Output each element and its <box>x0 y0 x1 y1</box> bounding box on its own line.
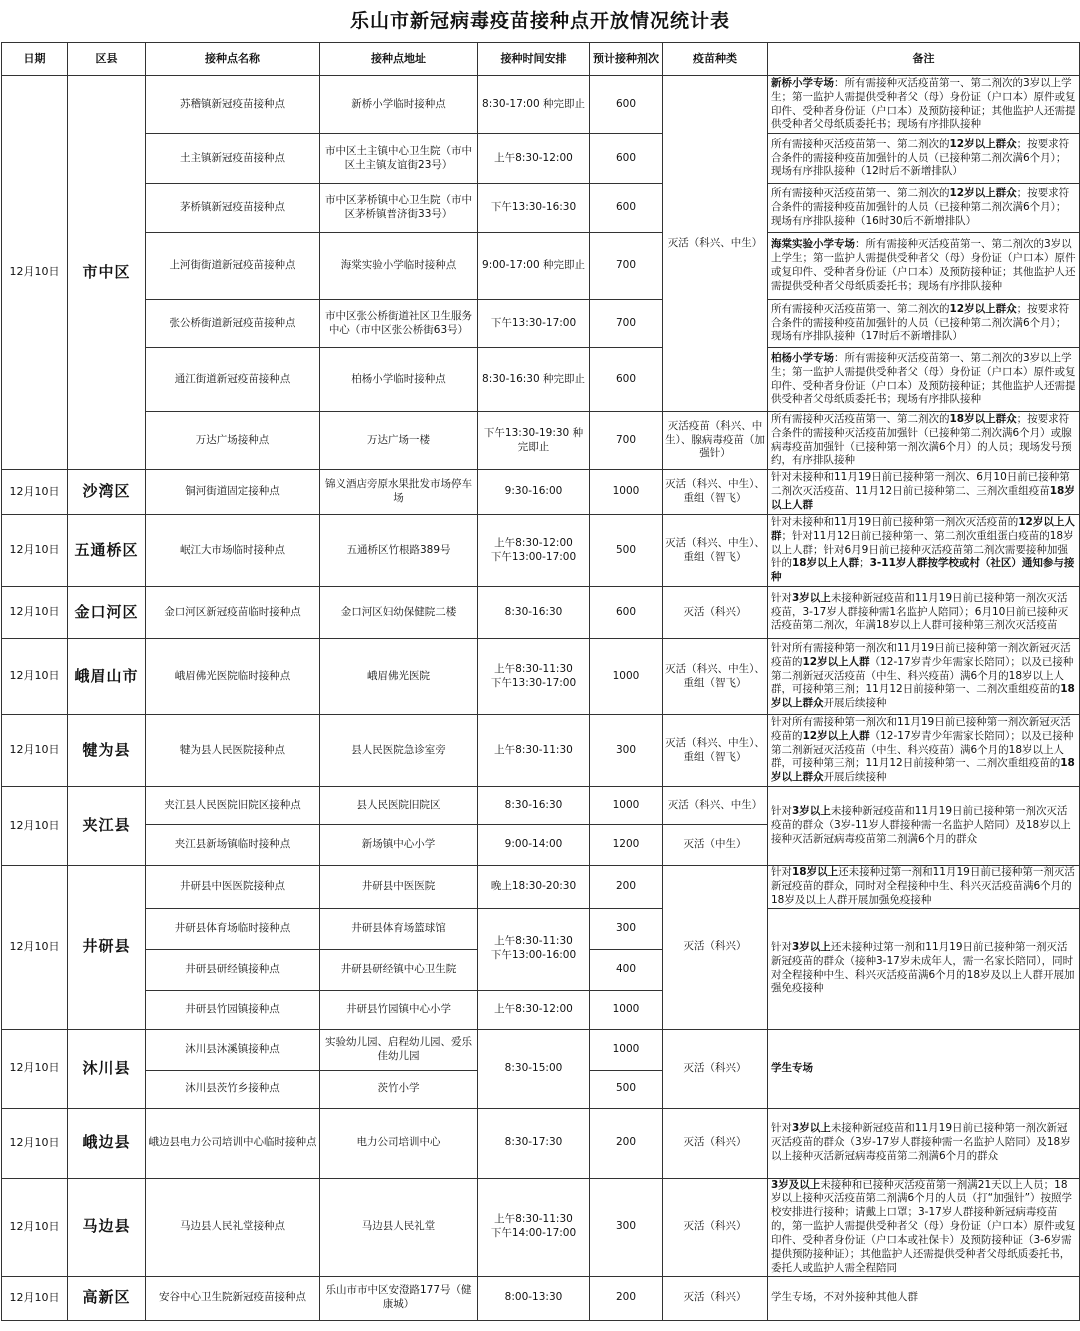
note-emphasis: 3岁以上 <box>792 940 831 953</box>
table-row <box>2 76 1080 134</box>
site-name: 夹江县人民医院旧院区接种点 <box>146 787 320 825</box>
table-row <box>2 1029 1080 1070</box>
site-time: 上午8:30-12:00 <box>478 990 590 1029</box>
note-text: 针对 <box>771 866 792 878</box>
site-address: 茨竹小学 <box>320 1070 478 1108</box>
site-name: 铜河街道固定接种点 <box>146 470 320 515</box>
note-text: 针对所有需接种第一剂次和11月19日前已接种第一剂次新冠灭活疫苗的 <box>771 641 1071 668</box>
district-cell: 犍为县 <box>68 715 146 787</box>
vaccine-type: 灭活（科兴、中生） <box>663 787 768 825</box>
note-emphasis: 海棠实验小学专场 <box>771 238 855 251</box>
site-time: 9:30-16:00 <box>478 470 590 515</box>
table-row <box>2 639 1080 715</box>
district-cell: 五通桥区 <box>68 515 146 587</box>
vaccination-table <box>1 42 1080 1321</box>
site-doses: 300 <box>590 1178 663 1276</box>
site-note <box>768 184 1080 233</box>
district-cell: 夹江县 <box>68 787 146 866</box>
site-note <box>768 1108 1080 1178</box>
site-name: 苏稽镇新冠疫苗接种点 <box>146 76 320 134</box>
note-text: 针对 <box>771 805 792 818</box>
site-doses: 700 <box>590 300 663 348</box>
site-address: 海棠实验小学临时接种点 <box>320 233 478 300</box>
district-cell: 金口河区 <box>68 587 146 639</box>
district-cell: 沐川县 <box>68 1029 146 1108</box>
note-text: 还未接种过第一剂和11月19日前已接种第一剂灭活新冠疫苗的群众，同时对全程接种中生、科兴灭活疫苗满6个月的18岁及以上人群开展加强免疫接种 <box>771 866 1075 906</box>
note-text: ；按要求符合条件的需接种疫苗加强针的人员（已接种第二剂次满6个月）；现场有序排队接种（17时后不新增排队） <box>771 302 1070 343</box>
site-address: 金口河区妇幼保健院二楼 <box>320 587 478 639</box>
site-time: 下午13:30-17:00 <box>478 300 590 348</box>
site-address: 五通桥区竹根路389号 <box>320 515 478 587</box>
site-address: 电力公司培训中心 <box>320 1108 478 1178</box>
table-row <box>2 134 1080 184</box>
note-text: ：所有需接种灭活疫苗第一、第二剂次的3岁以上学生；第一监护人需提供受种者父（母）身份证（户口本）原件或复印件、受种者身份证（户口本）及预防接种证；其他监护人还需提供受种者父母纸质委托书；现场有序排队接种 <box>771 351 1076 406</box>
note-text: 学生专场，不对外接种其他人群 <box>771 1291 918 1304</box>
note-emphasis: 3-11岁人群按学校或村（社区）通知参与接种 <box>771 557 1075 584</box>
note-emphasis: 新桥小学专场 <box>771 76 834 89</box>
note-text: 所有需接种灭活疫苗第一、第二剂次的 <box>771 137 950 150</box>
site-name: 马边县人民礼堂接种点 <box>146 1178 320 1276</box>
note-text: ；按要求符合条件的需接种灭活疫苗加强针（已接种第二剂次满6个月）或腺病毒疫苗加强针（已接种第一剂次满6个月）的人员；现场发号预约，有序排队接种 <box>771 412 1072 467</box>
site-time: 8:30-17:30 <box>478 1108 590 1178</box>
site-address: 市中区土主镇中心卫生院（市中区土主镇友谊街23号） <box>320 134 478 184</box>
note-text: （12-17岁青少年需家长陪同）；以及已接种第二剂新冠灭活疫苗（中生、科兴疫苗）满6个月的18岁以上人群，可接种第三剂；11月12日前接种第一、二剂次重组疫苗的 <box>771 729 1074 770</box>
note-text: 针对未接种和11月19日前已接种第一剂次、6月10日前已接种第二剂次灭活疫苗、11月12日前已接种第二、三剂次重组疫苗 <box>771 471 1070 498</box>
district-cell: 井研县 <box>68 866 146 1030</box>
site-time: 9:00-14:00 <box>478 825 590 866</box>
table-row <box>2 1108 1080 1178</box>
note-text: 所有需接种灭活疫苗第一、第二剂次的 <box>771 187 950 200</box>
vaccine-type: 灭活（中生） <box>663 825 768 866</box>
site-time: 上午8:30-11:30 下午14:00-17:00 <box>478 1178 590 1276</box>
note-text: 所有需接种灭活疫苗第一、第二剂次的 <box>771 302 950 315</box>
site-note <box>768 76 1080 134</box>
date-cell: 12月10日 <box>2 1276 68 1320</box>
site-note <box>768 1276 1080 1320</box>
site-time: 8:30-16:30 <box>478 787 590 825</box>
note-text: 开展后续接种 <box>823 697 887 710</box>
table-row <box>2 184 1080 233</box>
site-doses: 1000 <box>590 787 663 825</box>
note-emphasis: 3岁以上 <box>792 591 831 604</box>
header-address: 接种点地址 <box>320 43 478 76</box>
header-row <box>2 43 1080 76</box>
note-text: 未接种新冠疫苗和11月19日前已接种第一剂次新冠灭活疫苗的群众（3岁-17岁人群接种需一名监护人陪同）及18岁以上接种灭活新冠病毒疫苗第二剂满6个月的群众 <box>771 1122 1071 1162</box>
site-note <box>768 1029 1080 1108</box>
vaccine-type: 灭活（科兴、中生） <box>663 76 768 412</box>
header-doses: 预计接种剂次 <box>590 43 663 76</box>
header-time: 接种时间安排 <box>478 43 590 76</box>
district-cell: 峨边县 <box>68 1108 146 1178</box>
site-doses: 300 <box>590 715 663 787</box>
site-address: 县人民医院急诊室旁 <box>320 715 478 787</box>
site-note <box>768 715 1080 787</box>
table-row <box>2 787 1080 825</box>
site-note <box>768 639 1080 715</box>
site-address: 柏杨小学临时接种点 <box>320 348 478 412</box>
note-emphasis: 12岁以上人群 <box>771 515 1075 542</box>
site-time: 上午8:30-11:30 下午13:00-16:00 <box>478 908 590 990</box>
note-emphasis: 18岁以上 <box>792 866 839 878</box>
note-emphasis: 12岁以上群众 <box>949 137 1017 150</box>
note-text: 针对 <box>771 591 792 604</box>
site-time: 上午8:30-11:30 <box>478 715 590 787</box>
site-name: 井研县中医医院接种点 <box>146 866 320 909</box>
district-cell: 沙湾区 <box>68 470 146 515</box>
header-date: 日期 <box>2 43 68 76</box>
site-doses: 1200 <box>590 825 663 866</box>
district-cell: 高新区 <box>68 1276 146 1320</box>
note-emphasis: 18岁以上群众 <box>771 683 1075 710</box>
vaccine-type: 灭活（科兴） <box>663 1029 768 1108</box>
site-doses: 600 <box>590 76 663 134</box>
site-note <box>768 866 1080 909</box>
note-text: ；针对11月12日前已接种第一、第二剂次重组蛋白疫苗的18岁以上人群；针对6月9日前已接种灭活疫苗第二剂次需要接种加强针的 <box>771 529 1074 570</box>
site-name: 峨眉佛光医院临时接种点 <box>146 639 320 715</box>
note-text: 还未接种过第一剂和11月19日前已接种第一剂灭活新冠疫苗的群众（接种3-17岁未成年人，需一名家长陪同），同时对全程接种中生、科兴灭活疫苗满6个月的18岁及以上人群开展加强免疫接种 <box>771 940 1075 995</box>
note-text: 所有需接种灭活疫苗第一、第二剂次的 <box>771 412 950 425</box>
note-text: 针对 <box>771 940 792 953</box>
site-time: 下午13:30-16:30 <box>478 184 590 233</box>
site-name: 夹江县新场镇临时接种点 <box>146 825 320 866</box>
site-doses: 1000 <box>590 990 663 1029</box>
site-name: 沐川县茨竹乡接种点 <box>146 1070 320 1108</box>
date-cell: 12月10日 <box>2 76 68 470</box>
site-time: 8:30-15:00 <box>478 1029 590 1108</box>
vaccine-type: 灭活（科兴） <box>663 1108 768 1178</box>
site-time: 上午8:30-12:00 下午13:00-17:00 <box>478 515 590 587</box>
site-time: 下午13:30-19:30 种完即止 <box>478 412 590 470</box>
date-cell: 12月10日 <box>2 1108 68 1178</box>
site-name: 通江街道新冠疫苗接种点 <box>146 348 320 412</box>
site-time: 9:00-17:00 种完即止 <box>478 233 590 300</box>
note-emphasis: 柏杨小学专场 <box>771 351 834 364</box>
vaccine-type: 灭活（科兴） <box>663 1276 768 1320</box>
note-text: ；按要求符合条件的需接种疫苗加强针的人员（已接种第二剂次满6个月）；现场有序排队接种（12时后不新增排队） <box>771 137 1070 178</box>
site-name: 金口河区新冠疫苗临时接种点 <box>146 587 320 639</box>
site-note <box>768 908 1080 1029</box>
vaccine-type: 灭活（科兴） <box>663 866 768 1030</box>
note-emphasis: 12岁以上群众 <box>949 302 1017 315</box>
site-doses: 600 <box>590 184 663 233</box>
date-cell: 12月10日 <box>2 715 68 787</box>
table-row <box>2 908 1080 949</box>
note-text: 开展后续接种 <box>823 771 887 784</box>
header-site-name: 接种点名称 <box>146 43 320 76</box>
site-name: 茅桥镇新冠疫苗接种点 <box>146 184 320 233</box>
vaccine-type: 灭活（科兴） <box>663 587 768 639</box>
vaccine-type: 灭活疫苗（科兴、中生）、腺病毒疫苗（加强针） <box>663 412 768 470</box>
site-doses: 200 <box>590 1108 663 1178</box>
vaccine-type: 灭活（科兴、中生）、重组（智飞） <box>663 470 768 515</box>
site-time: 8:00-13:30 <box>478 1276 590 1320</box>
site-note <box>768 515 1080 587</box>
site-doses: 1000 <box>590 1029 663 1070</box>
site-address: 井研县中医医院 <box>320 866 478 909</box>
date-cell: 12月10日 <box>2 587 68 639</box>
table-row <box>2 412 1080 470</box>
site-doses: 500 <box>590 515 663 587</box>
note-emphasis: 18岁以上群众 <box>771 757 1075 784</box>
site-address: 井研县研经镇中心卫生院 <box>320 949 478 990</box>
site-note <box>768 587 1080 639</box>
site-name: 井研县体育场临时接种点 <box>146 908 320 949</box>
note-emphasis: 18岁以上群众 <box>949 412 1017 425</box>
header-vaccine: 疫苗种类 <box>663 43 768 76</box>
table-row <box>2 587 1080 639</box>
site-time: 8:30-16:30 种完即止 <box>478 348 590 412</box>
site-address: 新场镇中心小学 <box>320 825 478 866</box>
vaccine-type: 灭活（科兴） <box>663 1178 768 1276</box>
district-cell: 峨眉山市 <box>68 639 146 715</box>
district-cell: 市中区 <box>68 76 146 470</box>
note-emphasis: 12岁以上人群 <box>802 729 870 742</box>
date-cell: 12月10日 <box>2 787 68 866</box>
site-name: 岷江大市场临时接种点 <box>146 515 320 587</box>
site-name: 沐川县沐溪镇接种点 <box>146 1029 320 1070</box>
site-note <box>768 348 1080 412</box>
note-text: ：所有需接种灭活疫苗第一、第二剂次的3岁以上学生；第一监护人需提供受种者父（母）身份证（户口本）原件或复印件、受种者身份证（户口本）及预防接种证；其他监护人还需提供受种者父母纸质委托书；现场有序排队接种 <box>771 238 1076 292</box>
note-text: （12-17岁青少年需家长陪同）；以及已接种第二剂新冠灭活疫苗（中生、科兴疫苗）满6个月的18岁以上人群，可接种第三剂；11月12日前接种第一、二剂次重组疫苗的 <box>771 655 1074 696</box>
header-district: 区县 <box>68 43 146 76</box>
site-note <box>768 233 1080 300</box>
site-name: 万达广场接种点 <box>146 412 320 470</box>
site-time: 晚上18:30-20:30 <box>478 866 590 909</box>
note-text: 未接种新冠疫苗和11月19日前已接种第一剂次灭活疫苗，3-17岁人群接种需1名监护人陪同）；6月10日前已接种灭活疫苗第二剂次，年满18岁以上人群可接种第三剂次灭活疫苗 <box>771 591 1069 632</box>
site-time: 8:30-17:00 种完即止 <box>478 76 590 134</box>
vaccine-type: 灭活（科兴、中生）、重组（智飞） <box>663 715 768 787</box>
note-text: 针对所有需接种第一剂次和11月19日前已接种第一剂次新冠灭活疫苗的 <box>771 715 1071 742</box>
date-cell: 12月10日 <box>2 639 68 715</box>
site-address: 县人民医院旧院区 <box>320 787 478 825</box>
site-doses: 700 <box>590 233 663 300</box>
note-emphasis: 18岁以上人群 <box>792 557 860 570</box>
site-note <box>768 470 1080 515</box>
site-address: 实验幼儿园、启程幼儿园、爱乐佳幼儿园 <box>320 1029 478 1070</box>
note-emphasis: 12岁以上群众 <box>949 187 1017 200</box>
date-cell: 12月10日 <box>2 1178 68 1276</box>
table-row <box>2 470 1080 515</box>
site-time: 上午8:30-11:30 下午13:30-17:00 <box>478 639 590 715</box>
site-address: 峨眉佛光医院 <box>320 639 478 715</box>
site-name: 井研县竹园镇接种点 <box>146 990 320 1029</box>
site-doses: 700 <box>590 412 663 470</box>
site-name: 上河街街道新冠疫苗接种点 <box>146 233 320 300</box>
site-note <box>768 787 1080 866</box>
table-row <box>2 1276 1080 1320</box>
site-name: 张公桥街道新冠疫苗接种点 <box>146 300 320 348</box>
table-row <box>2 866 1080 909</box>
district-cell: 马边县 <box>68 1178 146 1276</box>
table-row <box>2 715 1080 787</box>
site-doses: 600 <box>590 134 663 184</box>
site-address: 新桥小学临时接种点 <box>320 76 478 134</box>
site-name: 土主镇新冠疫苗接种点 <box>146 134 320 184</box>
date-cell: 12月10日 <box>2 470 68 515</box>
site-doses: 200 <box>590 866 663 909</box>
date-cell: 12月10日 <box>2 1029 68 1108</box>
site-doses: 1000 <box>590 470 663 515</box>
note-text: 针对未接种和11月19日前已接种第一剂次灭活疫苗的 <box>771 515 1019 528</box>
header-notes: 备注 <box>768 43 1080 76</box>
table-row <box>2 348 1080 412</box>
table-row <box>2 1178 1080 1276</box>
note-emphasis: 3岁以上 <box>792 805 831 818</box>
site-name: 犍为县人民医院接种点 <box>146 715 320 787</box>
site-address: 井研县体育场篮球馆 <box>320 908 478 949</box>
site-name: 井研县研经镇接种点 <box>146 949 320 990</box>
site-address: 万达广场一楼 <box>320 412 478 470</box>
site-doses: 600 <box>590 587 663 639</box>
note-emphasis: 12岁以上人群 <box>802 655 870 668</box>
site-doses: 1000 <box>590 639 663 715</box>
page-title: 乐山市新冠病毒疫苗接种点开放情况统计表 <box>349 10 730 32</box>
site-note <box>768 134 1080 184</box>
table-row <box>2 300 1080 348</box>
note-emphasis: 3岁及以上 <box>771 1178 821 1191</box>
site-address: 市中区张公桥街道社区卫生服务中心（市中区张公桥街63号） <box>320 300 478 348</box>
site-name: 峨边县电力公司培训中心临时接种点 <box>146 1108 320 1178</box>
site-address: 市中区茅桥镇中心卫生院（市中区茅桥镇普济街33号） <box>320 184 478 233</box>
note-emphasis: 学生专场 <box>771 1061 813 1074</box>
note-text: ；按要求符合条件的需接种疫苗加强针的人员（已接种第二剂次满6个月）；现场有序排队接种（16时30后不新增排队） <box>771 187 1070 227</box>
site-note <box>768 300 1080 348</box>
vaccine-type: 灭活（科兴、中生）、重组（智飞） <box>663 639 768 715</box>
site-note <box>768 1178 1080 1276</box>
site-doses: 400 <box>590 949 663 990</box>
site-doses: 500 <box>590 1070 663 1108</box>
site-address: 马边县人民礼堂 <box>320 1178 478 1276</box>
note-emphasis: 18岁以上人群 <box>771 485 1075 511</box>
site-doses: 200 <box>590 1276 663 1320</box>
site-doses: 600 <box>590 348 663 412</box>
table-row <box>2 233 1080 300</box>
date-cell: 12月10日 <box>2 866 68 1030</box>
site-address: 井研县竹园镇中心小学 <box>320 990 478 1029</box>
site-address: 乐山市市中区安澄路177号（健康城） <box>320 1276 478 1320</box>
site-doses: 300 <box>590 908 663 949</box>
site-time: 上午8:30-12:00 <box>478 134 590 184</box>
note-text: ：所有需接种灭活疫苗第一、第二剂次的3岁以上学生；第一监护人需提供受种者父（母）身份证（户口本）原件或复印件、受种者身份证（户口本）及预防接种证；其他监护人还需提供受种者父母纸质委托书；现场有序排队接种 <box>771 76 1076 131</box>
date-cell: 12月10日 <box>2 515 68 587</box>
note-text: 针对 <box>771 1122 792 1135</box>
note-text: 未接种和已接种灭活疫苗第一剂满21天以上人员；18岁以上接种灭活疫苗第二剂满6个月的人员（打“加强针”）按照学校安排进行接种；请戴上口罩；3-17岁人群接种新冠病毒疫苗的，第一监护人需提供受种者父（母）身份证（户口本）原件或复印件、受种者身份证（户口本或社保卡）及预防接种证（3-6岁需提供预防接种证）；其他监护人还需提供受种者父母纸质委托书，委托人或监护人需全程陪同 <box>771 1178 1076 1274</box>
site-time: 8:30-16:30 <box>478 587 590 639</box>
table-row <box>2 515 1080 587</box>
site-address: 锦义酒店旁原水果批发市场停车场 <box>320 470 478 515</box>
note-emphasis: 3岁以上 <box>792 1122 831 1135</box>
site-name: 安谷中心卫生院新冠疫苗接种点 <box>146 1276 320 1320</box>
note-text: 未接种新冠疫苗和11月19日前已接种第一剂次灭活疫苗的群众（3岁-11岁人群接种需一名监护人陪同）及18岁以上接种灭活新冠病毒疫苗第二剂满6个月的群众 <box>771 805 1071 845</box>
site-note <box>768 412 1080 470</box>
note-text: ； <box>859 557 870 570</box>
vaccine-type: 灭活（科兴、中生）、重组（智飞） <box>663 515 768 587</box>
